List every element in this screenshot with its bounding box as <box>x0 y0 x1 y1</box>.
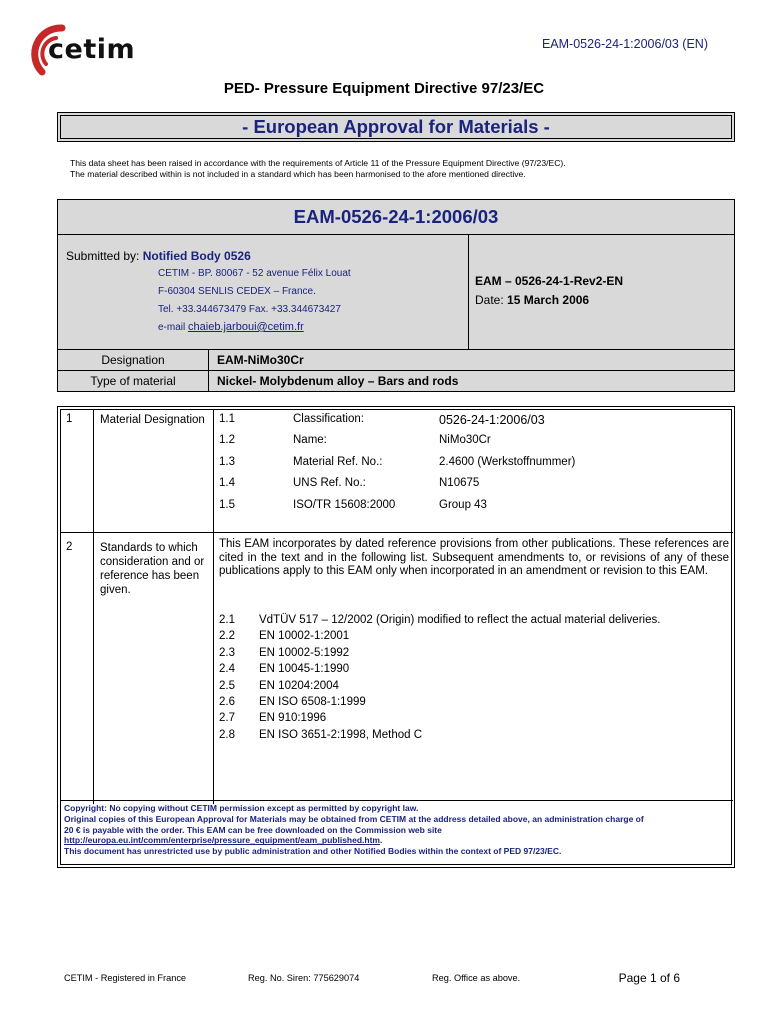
eam-header <box>58 200 734 235</box>
eam-revision: EAM – 0526-24-1-Rev2-EN <box>475 274 624 288</box>
revision-panel <box>469 235 734 350</box>
designation-label: Designation <box>58 350 209 370</box>
reference-text: EN 910:1996 <box>259 712 327 724</box>
reference-item <box>219 712 729 728</box>
submitted-label: Submitted by: <box>66 249 140 263</box>
row-number: 1.4 <box>219 477 235 489</box>
reference-text: EN 10204:2004 <box>259 680 339 692</box>
document-reference: EAM-0526-24-1:2006/03 (EN) <box>541 37 708 51</box>
row-value: Group 43 <box>439 499 487 511</box>
row-label: Material Ref. No.: <box>293 456 383 468</box>
page-title: PED- Pressure Equipment Directive 97/23/EC <box>223 80 545 97</box>
row-label: ISO/TR 15608:2000 <box>293 499 396 511</box>
page-number: Page 1 of 6 <box>618 971 680 985</box>
column-divider <box>213 410 214 804</box>
notified-body: Notified Body 0526 <box>142 249 251 263</box>
reference-text: EN ISO 6508-1:1999 <box>259 696 366 708</box>
row-number: 1.2 <box>219 434 235 446</box>
reference-number: 2.5 <box>219 680 235 692</box>
material-table <box>57 406 735 868</box>
copyright-notice <box>64 803 730 857</box>
email-label: e-mail <box>158 322 186 333</box>
row-value: NiMo30Cr <box>439 434 491 446</box>
designation-value: EAM-NiMo30Cr <box>209 350 734 370</box>
copyright-link-row <box>64 835 730 846</box>
address-line-2: F-60304 SENLIS CEDEX – France. <box>158 286 316 297</box>
row-value: 0526-24-1:2006/03 <box>439 413 545 427</box>
row-number: 1.1 <box>219 413 235 425</box>
submitter-panel <box>58 235 469 350</box>
issue-date <box>475 293 589 307</box>
column-divider <box>93 410 94 804</box>
reference-item <box>219 630 729 646</box>
footer-company: CETIM - Registered in France <box>64 973 187 983</box>
copyright-line-5: This document has unrestricted use by public administration and other Notified Bodies within the context of PED 97/23/EC. <box>64 846 562 857</box>
reference-number: 2.7 <box>219 712 235 724</box>
reference-text: EN 10002-5:1992 <box>259 647 350 659</box>
reference-text: VdTÜV 517 – 12/2002 (Origin) modified to reflect the actual material deliveries. <box>259 614 661 626</box>
reference-text: EN 10045-1:1990 <box>259 663 350 675</box>
submitted-by <box>66 249 251 263</box>
reference-number: 2.1 <box>219 614 235 626</box>
reference-item <box>219 614 729 630</box>
intro-line-1: This data sheet has been raised in accordance with the requirements of Article 11 of the Pressure Equipment Directive (97/23/EC). <box>70 158 566 168</box>
intro-text <box>70 158 710 180</box>
designation-row <box>58 350 734 371</box>
reference-item <box>219 647 729 663</box>
footer-siren: Reg. No. Siren: 775629074 <box>248 973 360 983</box>
approval-banner <box>57 112 735 142</box>
email-link[interactable]: chaieb.jarboui@cetim.fr <box>188 321 304 333</box>
row-divider <box>61 800 733 801</box>
uns-ref-row <box>219 477 719 493</box>
row-label: Name: <box>293 434 327 446</box>
cetim-logo <box>26 22 136 82</box>
classification-row <box>219 413 719 429</box>
reference-item <box>219 729 729 745</box>
date-value: 15 March 2006 <box>507 293 590 307</box>
reference-number: 2.4 <box>219 663 235 675</box>
row-value: N10675 <box>439 477 480 489</box>
copyright-line-2: Original copies of this European Approval for Materials may be obtained from CETIM at the address detailed above, an administration charge of <box>64 813 644 824</box>
section-2-number: 2 <box>66 541 73 553</box>
row-number: 1.3 <box>219 456 235 468</box>
row-label: UNS Ref. No.: <box>293 477 366 489</box>
contact-phone-fax: Tel. +33.344673479 Fax. +33.344673427 <box>158 304 341 315</box>
eam-code: EAM-0526-24-1:2006/03 <box>293 206 499 227</box>
submission-block <box>57 199 735 392</box>
reference-number: 2.6 <box>219 696 235 708</box>
link-suffix: . <box>379 835 383 846</box>
intro-line-2: The material described within is not included in a standard which has been harmonised to the afore mentioned directive. <box>70 169 526 179</box>
row-value: 2.4600 (Werkstoffnummer) <box>439 456 576 468</box>
reference-text: EN ISO 3651-2:1998, Method C <box>259 729 423 741</box>
row-label: Classification: <box>293 413 364 425</box>
logo-wordmark: cetim <box>48 34 136 65</box>
iso-group-row <box>219 499 719 515</box>
reference-item <box>219 696 729 712</box>
row-number: 1.5 <box>219 499 235 511</box>
standards-paragraph: This EAM incorporates by dated reference provisions from other publications. These references are cited in the text and in the following list. Subsequent amendments to, or revisions of any of these publications apply to this EAM only when incorporated in an amendment or revision to this EAM. <box>219 538 729 578</box>
reference-item <box>219 680 729 696</box>
copyright-line-1: Copyright: No copying without CETIM permission except as permitted by copyright law. <box>64 803 419 813</box>
section-1-title: Material Designation <box>100 414 205 426</box>
section-2-title: Standards to which consideration and or reference has been given. <box>100 542 205 596</box>
email-row <box>158 321 304 333</box>
commission-website-link[interactable]: http://europa.eu.int/comm/enterprise/pressure_equipment/eam_published.htm <box>64 835 380 846</box>
reference-text: EN 10002-1:2001 <box>259 630 350 642</box>
footer-office: Reg. Office as above. <box>432 973 521 983</box>
copyright-line-3: 20 € is payable with the order. This EAM can be free downloaded on the Commission web site <box>64 824 442 835</box>
material-type-row <box>58 371 734 392</box>
approval-title: - European Approval for Materials - <box>242 116 550 137</box>
reference-number: 2.3 <box>219 647 235 659</box>
material-type-label: Type of material <box>58 371 209 391</box>
material-type-value: Nickel- Molybdenum alloy – Bars and rods <box>209 371 734 391</box>
date-label: Date: <box>475 293 504 307</box>
reference-number: 2.2 <box>219 630 235 642</box>
material-ref-row <box>219 456 719 472</box>
address-line-1: CETIM - BP. 80067 - 52 avenue Félix Louat <box>158 268 351 279</box>
reference-number: 2.8 <box>219 729 235 741</box>
section-1-number: 1 <box>66 413 73 425</box>
name-row <box>219 434 719 450</box>
reference-item <box>219 663 729 679</box>
row-divider <box>61 532 733 533</box>
